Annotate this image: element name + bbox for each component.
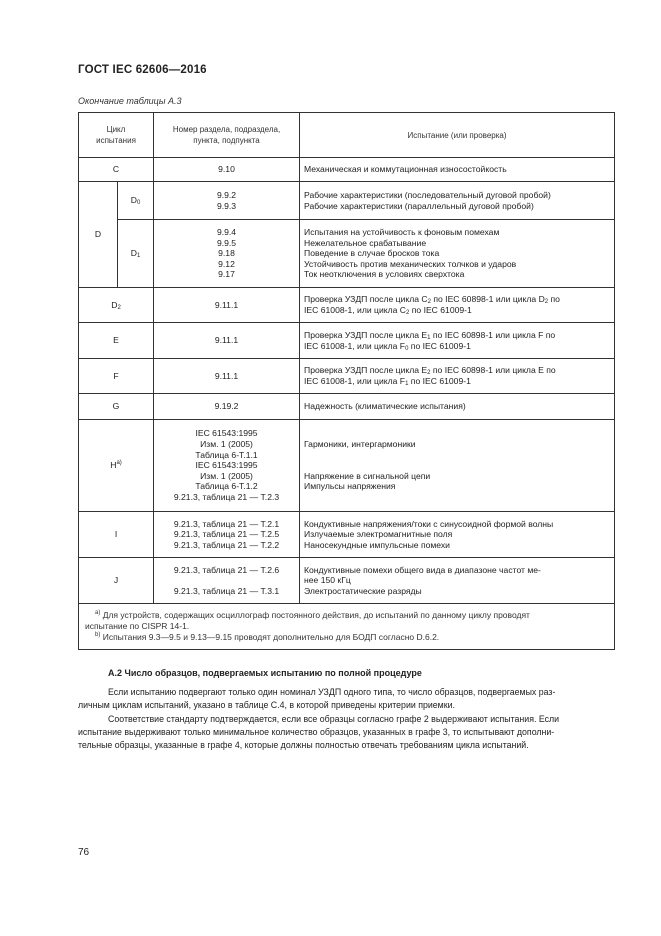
test-d2: Проверка УЗДП после цикла $С_2$ по IEC 60898-1 или цикла $D_2$ по IEC 61008-1, или цикла $С_2$ по IEC 61009-1	[300, 288, 615, 323]
cycle-j: J	[79, 558, 154, 604]
cycle-d: D	[79, 182, 118, 288]
row-d1	[79, 220, 615, 288]
row-c	[79, 158, 615, 182]
cycle-c: С	[79, 158, 154, 182]
footnote-a: $^{а)}$ Для устройств, содержащих осциллограф постоянного действия, до испытаний по данному циклу проводят	[95, 610, 530, 620]
cycle-d1: $D_1$	[118, 220, 154, 288]
row-i	[79, 512, 615, 558]
section-i: 9.21.3, таблица 21 — Т.2.1 9.21.3, таблица 21 — Т.2.5 9.21.3, таблица 21 — Т.2.2	[154, 512, 300, 558]
document-header: ГОСТ IEC 62606—2016	[78, 64, 207, 76]
row-j	[79, 558, 615, 604]
test-i: Кондуктивные напряжения/токи с синусоидной формой волны Излучаемые электромагнитные поля Наносекундные импульсные помехи	[300, 512, 615, 558]
test-table	[78, 112, 615, 650]
section-d2: 9.11.1	[154, 288, 300, 323]
table-footnotes: $^{а)}$ Для устройств, содержащих осциллограф постоянного действия, до испытаний по данному циклу проводят испытание по CISPR 14-1. $^{b)}$ Испытания 9.3—9.5 и 9.13—9.15 проводят дополнительно для БОДП согласно D.6.2.	[79, 604, 615, 650]
table-header-row	[79, 113, 615, 158]
cycle-h: $H^{а)}$	[79, 420, 154, 512]
test-f: Проверка УЗДП после цикла $Е_2$ по IEC 60898-1 или цикла Е по IEC 61008-1, или цикла $F_1$ по IEC 61009-1	[300, 359, 615, 394]
row-f	[79, 359, 615, 394]
test-h: Гармоники, интергармоники Напряжение в сигнальной цепи Импульсы напряжения	[300, 420, 615, 512]
test-g: Надежность (климатические испытания)	[300, 394, 615, 420]
section-c: 9.10	[154, 158, 300, 182]
paragraph-2: Соответствие стандарту подтверждается, если все образцы согласно графе 2 выдерживают испытания. Если испытание выдерживают только минимальное количество образцов, указанных в графе 3, то испытывают дополни- тельные образцы, указанные в графе 4, которые должны полностью отвечать требованиям цикла испытаний.	[78, 713, 560, 751]
row-g	[79, 394, 615, 420]
row-d2	[79, 288, 615, 323]
body-text	[78, 686, 614, 752]
test-d1: Испытания на устойчивость к фоновым помехам Нежелательное срабатывание Поведение в случае бросков тока Устойчивость против механических толчков и ударов Ток неотключения в условиях сверхтока	[300, 220, 615, 288]
section-g: 9.19.2	[154, 394, 300, 420]
section-j: 9.21.3, таблица 21 — Т.2.6 9.21.3, таблица 21 — Т.3.1	[154, 558, 300, 604]
section-heading: А.2 Число образцов, подвергаемых испытанию по полной процедуре	[108, 668, 422, 678]
row-d0	[79, 182, 615, 220]
section-f: 9.11.1	[154, 359, 300, 394]
test-c: Механическая и коммутационная износостойкость	[300, 158, 615, 182]
test-j: Кондуктивные помехи общего вида в диапазоне частот ме- нее 150 кГц Электростатические разряды	[300, 558, 615, 604]
section-d0: 9.9.2 9.9.3	[154, 182, 300, 220]
row-h	[79, 420, 615, 512]
cycle-d2: $D_2$	[79, 288, 154, 323]
footnotes-row	[79, 604, 615, 650]
paragraph-1: Если испытанию подвергают только один номинал УЗДП одного типа, то число образцов, подвергаемых раз- личным циклам испытаний, указано в таблице С.4, в которой приведены критерии приемки.	[78, 687, 556, 711]
cycle-i: I	[79, 512, 154, 558]
cycle-g: G	[79, 394, 154, 420]
section-d1: 9.9.4 9.9.5 9.18 9.12 9.17	[154, 220, 300, 288]
cycle-f: F	[79, 359, 154, 394]
page-number: 76	[78, 847, 90, 858]
test-d0: Рабочие характеристики (последовательный дуговой пробой) Рабочие характеристики (параллельный дуговой пробой)	[300, 182, 615, 220]
table-caption: Окончание таблицы А.3	[78, 96, 182, 106]
cycle-e: E	[79, 323, 154, 359]
cycle-d0: $D_0$	[118, 182, 154, 220]
header-test: Испытание (или проверка)	[300, 113, 615, 158]
header-section: Номер раздела, подраздела, пункта, подпункта	[154, 113, 300, 158]
row-e	[79, 323, 615, 359]
section-e: 9.11.1	[154, 323, 300, 359]
test-e: Проверка УЗДП после цикла $Е_1$ по IEC 60898-1 или цикла F по IEC 61008-1, или цикла $F_0$ по IEC 61009-1	[300, 323, 615, 359]
header-cycle: Цикл испытания	[79, 113, 154, 158]
footnote-b: $^{b)}$ Испытания 9.3—9.5 и 9.13—9.15 проводят дополнительно для БОДП согласно D.6.2.	[95, 632, 440, 642]
section-h: IEC 61543:1995 Изм. 1 (2005) Таблица 6-Т.1.1 IEC 61543:1995 Изм. 1 (2005) Таблица 6-Т.1.2 9.21.3, таблица 21 — Т.2.3	[154, 420, 300, 512]
